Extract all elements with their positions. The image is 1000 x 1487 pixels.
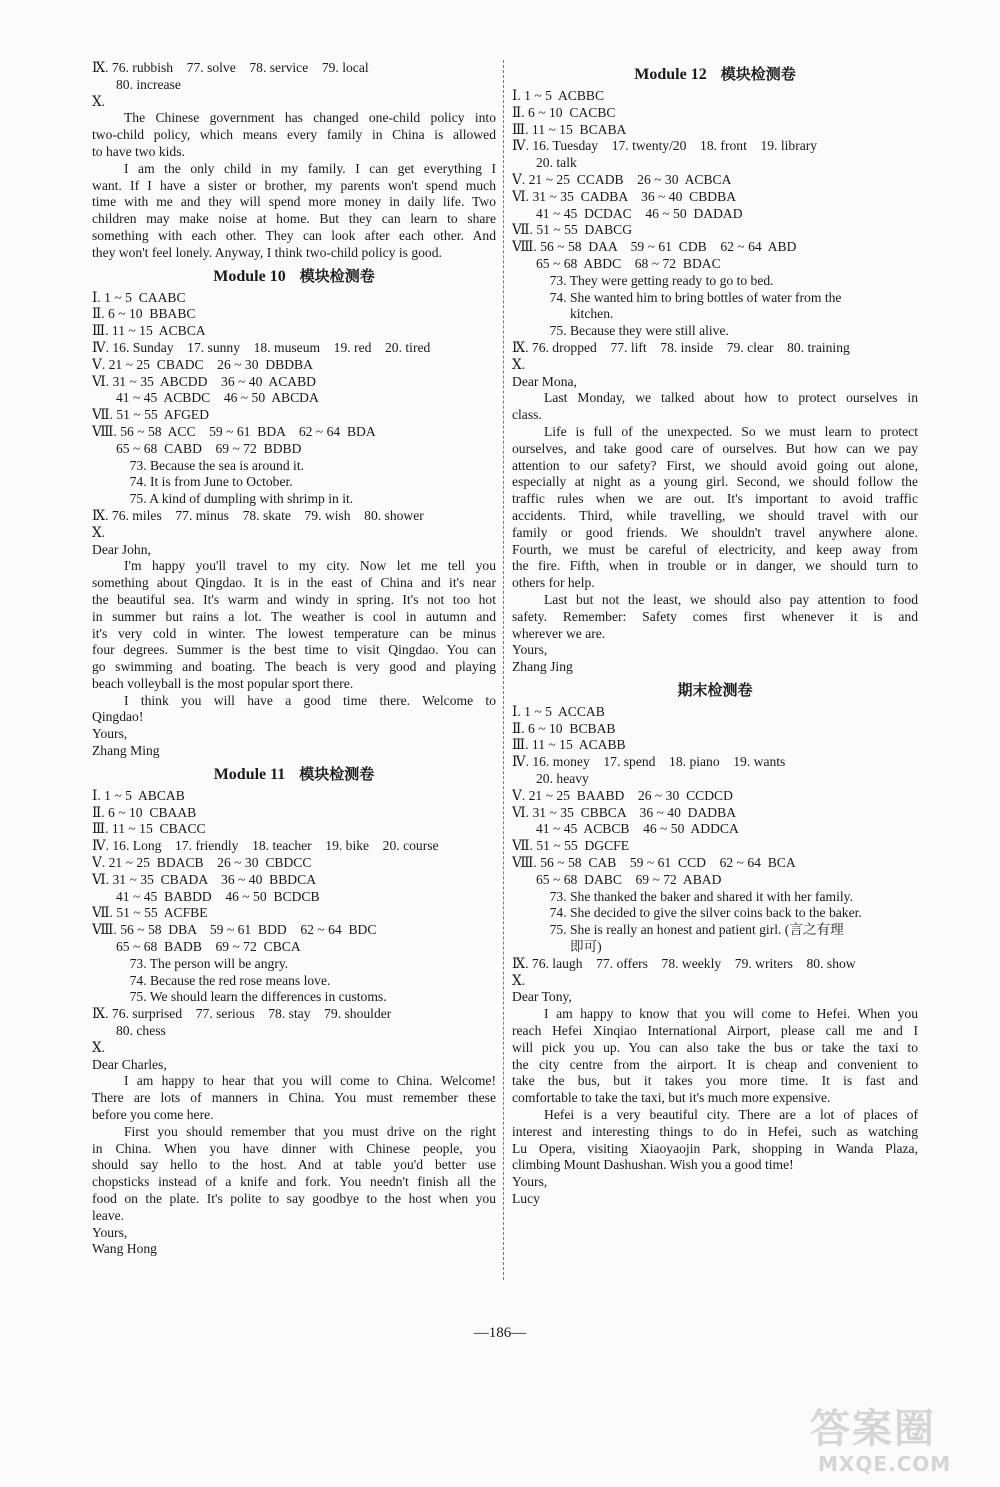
answer-line: Ⅲ. 11 ~ 15 ACABB xyxy=(512,737,626,753)
answer-line: Ⅷ. 56 ~ 58 CAB 59 ~ 61 CCD 62 ~ 64 BCA xyxy=(512,855,796,871)
paragraph-line: ourselves, and take good care of ourselves. But how can we pay xyxy=(512,440,918,456)
paragraph-line: to have two kids. xyxy=(92,143,185,159)
paragraph-line: First you should remember that you must drive on the right xyxy=(124,1123,496,1139)
answer-line: 80. chess xyxy=(116,1023,166,1039)
page-number: —186— xyxy=(473,1325,527,1341)
answer-line: 73. Because the sea is around it. xyxy=(116,457,304,473)
answer-line: 41 ~ 45 ACBCB 46 ~ 50 ADDCA xyxy=(536,821,739,837)
answer-line: 41 ~ 45 BABDD 46 ~ 50 BCDCB xyxy=(116,888,320,904)
answer-line: Zhang Ming xyxy=(92,743,160,759)
answer-line: Ⅱ. 6 ~ 10 CBAAB xyxy=(92,804,197,820)
answer-line: 74. Because the red rose means love. xyxy=(116,972,331,988)
paragraph-line: others for help. xyxy=(512,575,595,591)
column-divider xyxy=(503,60,504,1280)
answer-line: Yours, xyxy=(512,1174,548,1190)
paragraph-line: take the bus, but it takes you more time. It is fast and xyxy=(512,1073,918,1089)
paragraph-line: Last Monday, we talked about how to protect ourselves in xyxy=(544,390,918,406)
answer-line: 75. A kind of dumpling with shrimp in it. xyxy=(116,491,354,507)
heading-module: Module 10 xyxy=(213,267,286,285)
paragraph-line: I am happy to hear that you will come to China. Welcome! xyxy=(124,1073,496,1089)
answer-line: Dear Tony, xyxy=(512,989,572,1005)
paragraph-line: something with each other. They can look after each other. And xyxy=(92,227,496,243)
paragraph-line: I am the only child in my family. I can get everything I xyxy=(124,160,496,176)
answer-line: Dear John, xyxy=(92,541,151,557)
paragraph-line: interest and interesting things to do in Hefei, such as watching xyxy=(512,1123,918,1139)
paragraph-line: Lu Opera, visiting Xiaoyaojin Park, shopping in Wanda Plaza, xyxy=(512,1140,918,1156)
answer-line: Wang Hong xyxy=(92,1241,157,1257)
answer-line: Ⅷ. 56 ~ 58 DAA 59 ~ 61 CDB 62 ~ 64 ABD xyxy=(512,239,797,255)
answer-line: Ⅵ. 31 ~ 35 CBADA 36 ~ 40 BBDCA xyxy=(92,871,317,887)
paragraph-line: will pick you up. You can also take the bus or take the taxi to xyxy=(512,1039,918,1055)
answer-line: Ⅳ. 16. Sunday 17. sunny 18. museum 19. red 20. tired xyxy=(92,339,431,355)
answer-line: Ⅰ. 1 ~ 5 CAABC xyxy=(92,289,186,305)
paragraph-line: Life is full of the unexpected. So we must learn to protect xyxy=(544,423,918,439)
answer-line: 20. heavy xyxy=(536,771,589,787)
answer-line: Ⅹ. xyxy=(512,356,526,372)
answer-line: Yours, xyxy=(92,726,128,742)
answer-line: Ⅷ. 56 ~ 58 DBA 59 ~ 61 BDD 62 ~ 64 BDC xyxy=(92,922,377,938)
paragraph-line: they won't feel lonely. Anyway, I think two-child policy is good. xyxy=(92,244,442,260)
right-column xyxy=(512,60,918,1208)
paragraph-line: I think you will have a good time there. Welcome to xyxy=(124,692,496,708)
answer-line: Zhang Jing xyxy=(512,659,573,675)
answer-line: 41 ~ 45 ACBDC 46 ~ 50 ABCDA xyxy=(116,390,319,406)
paragraph-line: should say hello to the host. And at table you'd better use xyxy=(92,1157,496,1173)
paragraph-line: reach Hefei Xinqiao International Airport, please call me and I xyxy=(512,1023,918,1039)
paragraph-line: in China. When you have dinner with Chinese people, you xyxy=(92,1140,496,1156)
paragraph-line: Hefei is a very beautiful city. There are a lot of places of xyxy=(544,1107,918,1123)
section-heading xyxy=(512,678,918,702)
answer-line: 74. She decided to give the silver coins back to the baker. xyxy=(536,905,862,921)
answer-line: Ⅱ. 6 ~ 10 CACBC xyxy=(512,104,616,120)
answer-line: 65 ~ 68 CABD 69 ~ 72 BDBD xyxy=(116,440,302,456)
paragraph-line: something about Qingdao. It is in the east of China and it's near xyxy=(92,575,496,591)
paragraph-line: children may make noise at home. But they can learn to share xyxy=(92,211,496,227)
answer-line: Ⅹ. xyxy=(92,93,106,109)
paragraph-line: the fire. Fifth, when in trouble or in danger, we should turn to xyxy=(512,558,918,574)
answer-line: 65 ~ 68 DABC 69 ~ 72 ABAD xyxy=(536,871,722,887)
answer-line: 75. She is really an honest and patient girl. (言之有理 xyxy=(536,922,844,938)
paragraph-line: before you come here. xyxy=(92,1107,214,1123)
answer-line: Lucy xyxy=(512,1191,540,1206)
answer-line: Ⅱ. 6 ~ 10 BCBAB xyxy=(512,720,616,736)
answer-line: Ⅳ. 16. Long 17. friendly 18. teacher 19. bike 20. course xyxy=(92,838,439,854)
answer-line: Ⅸ. 76. miles 77. minus 78. skate 79. wish 80. shower xyxy=(92,507,424,523)
paragraph-line: go swimming and boating. The beach is very good and playing xyxy=(92,659,496,675)
answer-line: Ⅴ. 21 ~ 25 BDACB 26 ~ 30 CBDCC xyxy=(92,855,312,871)
answer-line: 73. She thanked the baker and shared it with her family. xyxy=(536,888,853,904)
answer-line: Yours, xyxy=(512,642,548,658)
paragraph-line: The Chinese government has changed one-child policy into xyxy=(124,110,496,126)
answer-line: 65 ~ 68 BADB 69 ~ 72 CBCA xyxy=(116,939,301,955)
answer-line: 41 ~ 45 DCDAC 46 ~ 50 DADAD xyxy=(536,205,743,221)
answer-line: Ⅵ. 31 ~ 35 ABCDD 36 ~ 40 ACABD xyxy=(92,373,317,389)
answer-line: Ⅴ. 21 ~ 25 CCADB 26 ~ 30 ACBCA xyxy=(512,171,732,187)
paragraph-line: There are lots of manners in China. You must remember these xyxy=(92,1090,496,1106)
answer-line: Ⅲ. 11 ~ 15 BCABA xyxy=(512,121,627,137)
answer-line: Ⅸ. 76. surprised 77. serious 78. stay 79. shoulder xyxy=(92,1006,392,1022)
answer-line: Dear Charles, xyxy=(92,1056,167,1072)
watermark-url: MXQE.COM xyxy=(818,1452,952,1476)
answer-line: Ⅰ. 1 ~ 5 ABCAB xyxy=(92,787,185,803)
answer-line: Ⅸ. 76. dropped 77. lift 78. inside 79. clear 80. training xyxy=(512,339,850,355)
paragraph-line: climbing Mount Dashushan. Wish you a good time! xyxy=(512,1157,794,1173)
answer-line: 即可) xyxy=(536,939,602,955)
answer-line: Ⅶ. 51 ~ 55 DABCG xyxy=(512,222,633,238)
answer-line: Ⅹ. xyxy=(92,1039,106,1055)
answer-line: kitchen. xyxy=(536,306,614,322)
answer-line: Ⅴ. 21 ~ 25 CBADC 26 ~ 30 DBDBA xyxy=(92,356,313,372)
paragraph-line: family or good friends. We shouldn't travel anywhere alone. xyxy=(512,524,918,540)
heading-module: Module 11 xyxy=(213,765,286,783)
answer-line: Ⅸ. 76. rubbish 77. solve 78. service 79. local xyxy=(92,60,369,75)
paragraph-line: want. If I have a sister or brother, my parents won't spend much xyxy=(92,177,496,193)
answer-line: Ⅱ. 6 ~ 10 BBABC xyxy=(92,306,196,322)
heading-module: Module 12 xyxy=(634,66,707,83)
answer-line: Ⅹ. xyxy=(512,972,526,988)
watermark-title: 答案圈 xyxy=(810,1406,936,1452)
answer-line: 73. The person will be angry. xyxy=(116,955,289,971)
answer-line: Ⅳ. 16. Tuesday 17. twenty/20 18. front 19. library xyxy=(512,138,818,154)
answer-line: 65 ~ 68 ABDC 68 ~ 72 BDAC xyxy=(536,255,721,271)
answer-line: 75. Because they were still alive. xyxy=(536,323,729,339)
paragraph-line: Qingdao! xyxy=(92,709,144,725)
paragraph-line: I am happy to know that you will come to Hefei. When you xyxy=(544,1006,918,1022)
paragraph-line: the beautiful sea. It's warm and windy in spring. It's not too hot xyxy=(92,591,496,607)
watermark-logo xyxy=(810,1405,990,1480)
answer-line: 74. She wanted him to bring bottles of water from the xyxy=(536,289,842,305)
answer-line: Dear Mona, xyxy=(512,373,577,389)
paragraph-line: two-child policy, which means every family in China is allowed xyxy=(92,127,496,143)
paragraph-line: attention to our safety? First, we should avoid going out alone, xyxy=(512,457,918,473)
answer-line: Ⅵ. 31 ~ 35 CBBCA 36 ~ 40 DADBA xyxy=(512,804,737,820)
answer-line: 74. It is from June to October. xyxy=(116,474,293,490)
answer-line: Ⅲ. 11 ~ 15 CBACC xyxy=(92,821,206,837)
section-heading xyxy=(92,264,496,288)
paragraph-line: leave. xyxy=(92,1207,125,1223)
heading-title: 模块检测卷 xyxy=(299,266,375,285)
heading-title: 模块检测卷 xyxy=(299,764,375,783)
answer-line: Ⅶ. 51 ~ 55 ACFBE xyxy=(92,905,208,921)
paragraph-line: traffic rules when we are out. It's important to avoid traffic xyxy=(512,491,918,507)
paragraph-line: in summer but rains a lot. The weather is cool in autumn and xyxy=(92,608,496,624)
left-column xyxy=(92,60,496,1258)
answer-line: Ⅹ. xyxy=(92,524,106,540)
paragraph-line: it's very cold in winter. The lowest temperature can be minus xyxy=(92,625,496,641)
paragraph-line: beach volleyball is the most popular sport there. xyxy=(92,675,354,691)
answer-line: Ⅶ. 51 ~ 55 DGCFE xyxy=(512,838,630,854)
answer-line: Ⅲ. 11 ~ 15 ACBCA xyxy=(92,323,206,339)
answer-line: Ⅷ. 56 ~ 58 ACC 59 ~ 61 BDA 62 ~ 64 BDA xyxy=(92,423,376,439)
paragraph-line: especially at night as a young girl. Second, we should follow the xyxy=(512,474,918,490)
heading-title: 期末检测卷 xyxy=(677,680,753,699)
paragraph-line: the city centre from the airport. It is cheap and convenient to xyxy=(512,1056,918,1072)
answer-line: Yours, xyxy=(92,1224,128,1240)
answer-line: 80. increase xyxy=(116,76,181,92)
answer-line: 75. We should learn the differences in customs. xyxy=(116,989,387,1005)
section-heading xyxy=(92,762,496,786)
paragraph-line: four degrees. Summer is the best time to visit Qingdao. You can xyxy=(92,642,496,658)
section-heading xyxy=(512,62,918,86)
paragraph-line: chopsticks instead of a knife and fork. You needn't finish all the xyxy=(92,1174,496,1190)
paragraph-line: accidents. Third, while travelling, we should travel with our xyxy=(512,507,918,523)
paragraph-line: class. xyxy=(512,407,542,423)
paragraph-line: safety. Remember: Safety comes first whenever it is and xyxy=(512,608,918,624)
answer-line: Ⅰ. 1 ~ 5 ACBBC xyxy=(512,88,605,103)
answer-line: 73. They were getting ready to go to bed. xyxy=(536,272,774,288)
answer-line: Ⅰ. 1 ~ 5 ACCAB xyxy=(512,703,605,719)
answer-line: Ⅴ. 21 ~ 25 BAABD 26 ~ 30 CCDCD xyxy=(512,787,733,803)
answer-line: Ⅸ. 76. laugh 77. offers 78. weekly 79. writers 80. show xyxy=(512,955,856,971)
paragraph-line: time with me and they will spend more money in daily life. Two xyxy=(92,194,496,210)
answer-line: Ⅶ. 51 ~ 55 AFGED xyxy=(92,407,210,423)
paragraph-line: Last but not the least, we should also pay attention to food xyxy=(544,591,918,607)
answer-line: Ⅵ. 31 ~ 35 CADBA 36 ~ 40 CBDBA xyxy=(512,188,737,204)
paragraph-line: I'm happy you'll travel to my city. Now let me tell you xyxy=(124,558,496,574)
answer-line: 20. talk xyxy=(536,155,577,171)
answer-line: Ⅳ. 16. money 17. spend 18. piano 19. wants xyxy=(512,754,786,770)
paragraph-line: wherever we are. xyxy=(512,625,606,641)
paragraph-line: comfortable to take the taxi, but it's much more expensive. xyxy=(512,1090,831,1106)
paragraph-line: food on the plate. It's polite to say goodbye to the host when you xyxy=(92,1191,496,1206)
paragraph-line: Fourth, we must be careful of electricity, and keep away from xyxy=(512,541,918,557)
heading-title: 模块检测卷 xyxy=(720,65,796,83)
